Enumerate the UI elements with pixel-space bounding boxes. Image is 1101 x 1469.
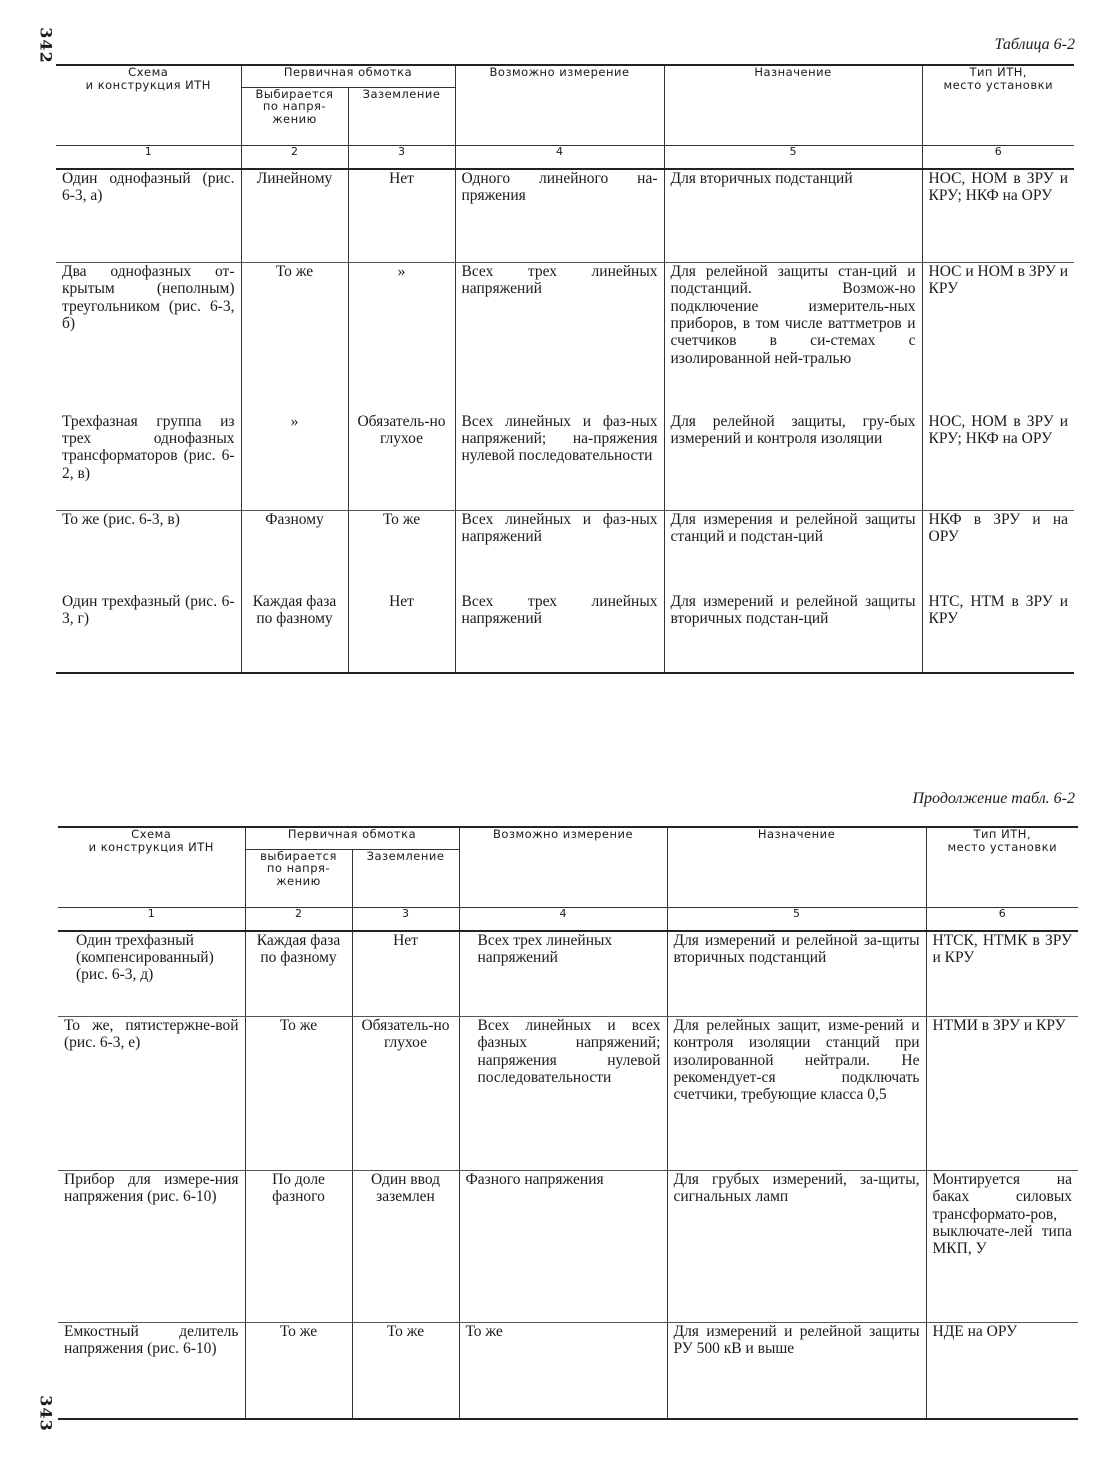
cell-measurement: Всех трех линейных напряжений [455, 593, 664, 673]
cell-measurement: Фазного напряжения [459, 1171, 667, 1323]
column-number: 3 [348, 145, 455, 169]
cell-purpose: Для грубых измерений, за-щиты, сигнальных ламп [667, 1171, 926, 1323]
header-primary-winding: Первичная обмотка [241, 65, 455, 87]
cell-scheme: Прибор для измере-ния напряжения (рис. 6-10) [58, 1171, 245, 1323]
cell-scheme: Один трехфазный (рис. 6-3, г) [56, 593, 241, 673]
cell-type: НТСК, НТМК в ЗРУ и КРУ [926, 931, 1078, 1017]
table-caption-top: Таблица 6-2 [994, 36, 1075, 53]
table-row [58, 1017, 1078, 1171]
table-bottom [58, 826, 1078, 1420]
page-number-top: 342 [36, 27, 56, 64]
header-scheme: Схема и конструкция ИТН [58, 827, 245, 907]
table-row [58, 931, 1078, 1017]
page-number-bottom: 343 [36, 1395, 56, 1432]
cell-selected-by: Фазному [241, 511, 348, 593]
header-selected-by-voltage: Выбирается по напря- жению [241, 87, 348, 145]
cell-grounding: Обязатель-но глухое [348, 413, 455, 511]
cell-selected-by: То же [241, 263, 348, 413]
cell-measurement: Всех трех линейных напряжений [455, 263, 664, 413]
cell-type: Монтируется на баках силовых трансформато-ров, выключате-лей типа МКП, У [926, 1171, 1078, 1323]
column-number: 1 [58, 907, 245, 931]
cell-measurement: То же [459, 1323, 667, 1419]
cell-scheme: Два однофазных от-крытым (неполным) треугольником (рис. 6-3, б) [56, 263, 241, 413]
cell-selected-by: По доле фазного [245, 1171, 352, 1323]
column-number: 2 [245, 907, 352, 931]
cell-type: НТМИ в ЗРУ и КРУ [926, 1017, 1078, 1171]
cell-purpose: Для измерений и релейной защиты вторичных подстан-ций [664, 593, 922, 673]
column-number: 6 [926, 907, 1078, 931]
cell-purpose: Для измерений и релейной защиты РУ 500 кВ и выше [667, 1323, 926, 1419]
cell-grounding: Нет [352, 931, 459, 1017]
cell-type: НТС, НТМ в ЗРУ и КРУ [928, 592, 1068, 627]
cell-grounding: Один ввод заземлен [352, 1171, 459, 1323]
cell-purpose: Для релейной защиты, гру-бых измерений и контроля изоляции [664, 413, 922, 511]
column-number: 4 [455, 145, 664, 169]
table-top [56, 64, 1074, 674]
header-grounding: Заземление [348, 87, 455, 145]
table-row [58, 1171, 1078, 1323]
column-number: 1 [56, 145, 241, 169]
cell-grounding: » [348, 263, 455, 413]
cell-grounding: То же [352, 1323, 459, 1419]
header-type: Тип ИТН, место установки [943, 65, 1054, 92]
cell-measurement: Всех линейных и фаз-ных напряжений; на-пряжения нулевой последовательности [455, 413, 664, 511]
cell-grounding: Нет [348, 593, 455, 673]
header-measurement: Возможно измерение [455, 65, 664, 145]
header-scheme: Схема и конструкция ИТН [56, 65, 241, 145]
cell-selected-by: » [241, 413, 348, 511]
cell-scheme: То же (рис. 6-3, в) [56, 511, 241, 593]
header-purpose: Назначение [667, 827, 926, 907]
cell-scheme: Трехфазная группа из трех однофазных трансформаторов (рис. 6-2, в) [56, 413, 241, 511]
column-number: 2 [241, 145, 348, 169]
cell-type: НОС, НОМ в ЗРУ и КРУ; НКФ на ОРУ [922, 413, 1074, 511]
cell-grounding: Нет [348, 169, 455, 263]
column-number: 5 [667, 907, 926, 931]
cell-scheme: Один однофазный (рис. 6-3, а) [56, 169, 241, 263]
table-row [58, 1323, 1078, 1419]
table-row [56, 413, 1074, 511]
column-number: 4 [459, 907, 667, 931]
cell-scheme: Один трехфазный (компенсированный) (рис. 6-3, д) [58, 931, 245, 1017]
cell-selected-by: То же [245, 1323, 352, 1419]
cell-purpose: Для измерений и релейной за-щиты вторичных подстанций [667, 931, 926, 1017]
cell-selected-by: Линейному [241, 169, 348, 263]
cell-scheme: То же, пятистержне-вой (рис. 6-3, е) [58, 1017, 245, 1171]
table-row [56, 593, 1074, 673]
table-row [56, 511, 1074, 593]
cell-type: НОС и НОМ в ЗРУ и КРУ [928, 263, 1068, 298]
header-primary-winding: Первичная обмотка [245, 827, 459, 849]
column-number: 3 [352, 907, 459, 931]
column-number: 5 [664, 145, 922, 169]
cell-purpose: Для измерения и релейной защиты станций и подстан-ций [664, 511, 922, 593]
column-number: 6 [922, 145, 1074, 169]
header-purpose: Назначение [664, 65, 922, 145]
header-measurement: Возможно измерение [459, 827, 667, 907]
cell-purpose: Для вторичных подстанций [664, 169, 922, 263]
table-caption-bottom: Продолжение табл. 6-2 [912, 790, 1075, 807]
cell-selected-by: Каждая фаза по фазному [241, 593, 348, 673]
cell-selected-by: Каждая фаза по фазному [245, 931, 352, 1017]
cell-grounding: То же [348, 511, 455, 593]
header-type: Тип ИТН, место установки [947, 827, 1058, 854]
cell-grounding: Обязатель-но глухое [352, 1017, 459, 1171]
cell-measurement: Всех линейных и всех фазных напряжений; напряжения нулевой последовательности [459, 1017, 667, 1171]
cell-measurement: Одного линейного на-пряжения [455, 169, 664, 263]
cell-scheme: Емкостный делитель напряжения (рис. 6-10) [58, 1323, 245, 1419]
cell-measurement: Всех трех линейных напряжений [459, 931, 667, 1017]
cell-measurement: Всех линейных и фаз-ных напряжений [455, 511, 664, 593]
header-selected-by-voltage: выбирается по напря- жению [245, 849, 352, 907]
table-row [56, 263, 1074, 413]
header-grounding: Заземление [352, 849, 459, 907]
table-row [56, 169, 1074, 263]
cell-purpose: Для релейных защит, изме-рений и контроля изоляции станций при изолированной нейтрали. Не рекомендует-ся подключать счетчики, требующие класса 0,5 [667, 1017, 926, 1171]
cell-type: НДЕ на ОРУ [932, 1323, 1018, 1340]
cell-selected-by: То же [245, 1017, 352, 1171]
cell-purpose: Для релейной защиты стан-ций и подстанций. Возмож-но подключение измеритель-ных приборов, в том числе ваттметров и счетчиков в си-стемах с изолированной ней-тралью [664, 263, 922, 413]
cell-type: НОС, НОМ в ЗРУ и КРУ; НКФ на ОРУ [922, 169, 1074, 263]
cell-type: НКФ в ЗРУ и на ОРУ [928, 511, 1068, 546]
